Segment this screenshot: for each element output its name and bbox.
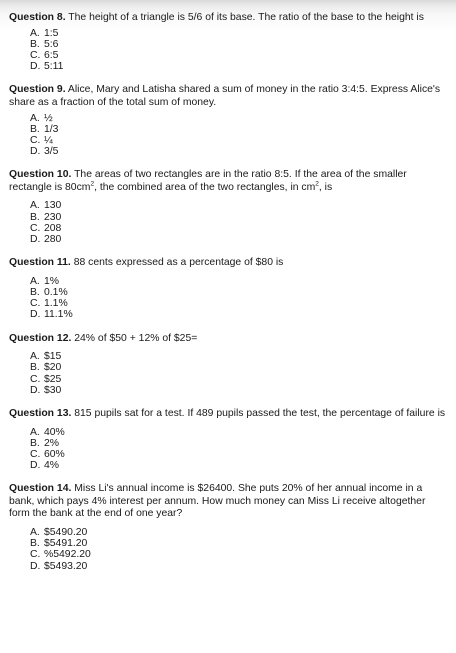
- question-text: [9, 84, 449, 109]
- option-d[interactable]: [9, 309, 449, 320]
- option-letter: B.: [30, 437, 40, 449]
- question-label: Question 14.: [9, 483, 72, 495]
- option-text: 130: [44, 200, 62, 212]
- option-letter: C.: [30, 134, 41, 146]
- question-sheet: [9, 12, 449, 584]
- option-text: 40%: [44, 426, 65, 438]
- question-body: 815 pupils sat for a test. If 489 pupils passed the test, the percentage of failure is: [74, 407, 446, 419]
- option-text: ¼: [44, 134, 53, 146]
- option-b[interactable]: [9, 287, 449, 298]
- option-letter: C.: [30, 373, 41, 385]
- option-text: $30: [44, 384, 62, 396]
- question-text: [9, 483, 449, 521]
- question-body: 24% of $50 + 12% of $25=: [74, 332, 198, 344]
- question-body: 88 cents expressed as a percentage of $80 is: [73, 257, 284, 269]
- question-body-middle: , the combined area of the two rectangles, in cm: [94, 181, 316, 193]
- question-13: [9, 408, 449, 471]
- question-14: [9, 483, 449, 572]
- option-d[interactable]: [9, 561, 449, 572]
- option-letter: C.: [30, 49, 41, 61]
- superscript: 2: [315, 180, 319, 188]
- option-c[interactable]: [9, 449, 449, 460]
- question-12: [9, 333, 449, 396]
- option-text: 2%: [44, 437, 60, 449]
- option-list: [9, 200, 449, 245]
- option-letter: A.: [30, 351, 40, 363]
- option-text: 1:5: [44, 27, 59, 39]
- option-letter: B.: [30, 287, 40, 298]
- option-b[interactable]: [9, 39, 449, 50]
- option-c[interactable]: [9, 549, 449, 560]
- option-d[interactable]: [9, 146, 449, 157]
- option-letter: A.: [30, 527, 40, 539]
- option-letter: A.: [30, 200, 40, 212]
- question-body: Alice, Mary and Latisha shared a sum of money in the ratio 3:4:5. Express Alice's share as a fraction of the total sum of money.: [9, 84, 441, 108]
- option-c[interactable]: [9, 223, 449, 234]
- option-letter: A.: [30, 27, 40, 39]
- option-list: [9, 28, 449, 73]
- question-body: Miss Li's annual income is $26400. She puts 20% of her annual income in a bank, which pays 4% interest per annum. How much money can Miss Li receive altogether form the bank at the end of one year?: [9, 483, 426, 520]
- option-c[interactable]: [9, 135, 449, 146]
- option-b[interactable]: [9, 438, 449, 449]
- option-list: [9, 276, 449, 321]
- option-text: 0.1%: [44, 287, 68, 298]
- option-text: ½: [44, 112, 53, 124]
- option-a[interactable]: [9, 427, 449, 438]
- question-text: [9, 333, 449, 346]
- superscript: 2: [90, 180, 95, 188]
- option-text: 1%: [44, 275, 60, 287]
- option-text: 1.1%: [44, 298, 68, 310]
- option-a[interactable]: [9, 276, 449, 287]
- option-text: 4%: [44, 460, 60, 472]
- question-8: [9, 12, 449, 72]
- option-text: 3/5: [44, 146, 59, 158]
- question-label: Question 10.: [9, 169, 72, 181]
- option-text: 230: [44, 211, 62, 223]
- option-letter: B.: [30, 362, 40, 374]
- question-11: [9, 257, 449, 320]
- option-letter: A.: [30, 112, 40, 124]
- option-text: $20: [44, 362, 62, 374]
- option-a[interactable]: [9, 113, 449, 124]
- option-letter: C.: [30, 222, 41, 234]
- option-text: $25: [44, 373, 62, 385]
- option-letter: D.: [30, 309, 41, 321]
- question-text: [9, 169, 449, 194]
- option-letter: C.: [30, 549, 41, 561]
- option-letter: D.: [30, 560, 41, 572]
- option-d[interactable]: [9, 61, 449, 72]
- option-list: [9, 527, 449, 572]
- option-b[interactable]: [9, 362, 449, 373]
- question-10: [9, 169, 449, 245]
- question-text: [9, 408, 449, 421]
- option-letter: A.: [30, 426, 40, 438]
- option-c[interactable]: [9, 374, 449, 385]
- option-text: $15: [44, 351, 62, 363]
- question-label: Question 8.: [9, 12, 66, 23]
- option-letter: D.: [30, 384, 41, 396]
- question-label: Question 9.: [9, 84, 66, 96]
- option-letter: D.: [30, 61, 41, 73]
- option-letter: D.: [30, 234, 41, 246]
- option-letter: A.: [30, 275, 40, 287]
- question-label: Question 11.: [9, 257, 71, 269]
- option-letter: C.: [30, 448, 41, 460]
- option-b[interactable]: [9, 124, 449, 135]
- option-d[interactable]: [9, 385, 449, 396]
- option-text: %5492.20: [44, 549, 91, 561]
- option-letter: D.: [30, 146, 41, 158]
- option-a[interactable]: [9, 28, 449, 39]
- option-text: $5490.20: [44, 527, 88, 539]
- option-letter: B.: [30, 38, 40, 50]
- option-d[interactable]: [9, 460, 449, 471]
- option-list: [9, 351, 449, 396]
- option-text: 5:6: [44, 38, 59, 50]
- option-letter: B.: [30, 211, 40, 223]
- question-text: [9, 12, 449, 25]
- question-label: Question 12.: [9, 332, 72, 344]
- option-text: 60%: [44, 448, 65, 460]
- question-body-end: , is: [318, 181, 333, 193]
- question-label: Question 13.: [9, 407, 72, 419]
- option-text: 11.1%: [44, 309, 73, 321]
- question-body: The height of a triangle is 5/6 of its base. The ratio of the base to the height is: [68, 12, 424, 23]
- option-text: 6:5: [44, 49, 59, 61]
- option-letter: D.: [30, 460, 41, 472]
- option-a[interactable]: [9, 351, 449, 362]
- option-text: 280: [44, 234, 62, 246]
- option-letter: C.: [30, 298, 41, 310]
- option-letter: B.: [30, 538, 40, 550]
- option-b[interactable]: [9, 212, 449, 223]
- question-9: [9, 84, 449, 157]
- option-text: 1/3: [44, 123, 59, 135]
- option-a[interactable]: [9, 200, 449, 211]
- option-d[interactable]: [9, 234, 449, 245]
- option-c[interactable]: [9, 298, 449, 309]
- option-list: [9, 113, 449, 158]
- option-letter: B.: [30, 123, 40, 135]
- question-text: [9, 257, 449, 270]
- option-text: $5491.20: [44, 538, 88, 550]
- option-text: $5493.20: [44, 560, 88, 572]
- option-c[interactable]: [9, 50, 449, 61]
- option-list: [9, 427, 449, 472]
- question-body: The areas of two rectangles are in the ratio 8:5. If the area of the smaller rectangle is 80cm: [9, 169, 407, 193]
- option-b[interactable]: [9, 538, 449, 549]
- option-text: 208: [44, 222, 62, 234]
- option-a[interactable]: [9, 527, 449, 538]
- option-text: 5:11: [44, 61, 64, 73]
